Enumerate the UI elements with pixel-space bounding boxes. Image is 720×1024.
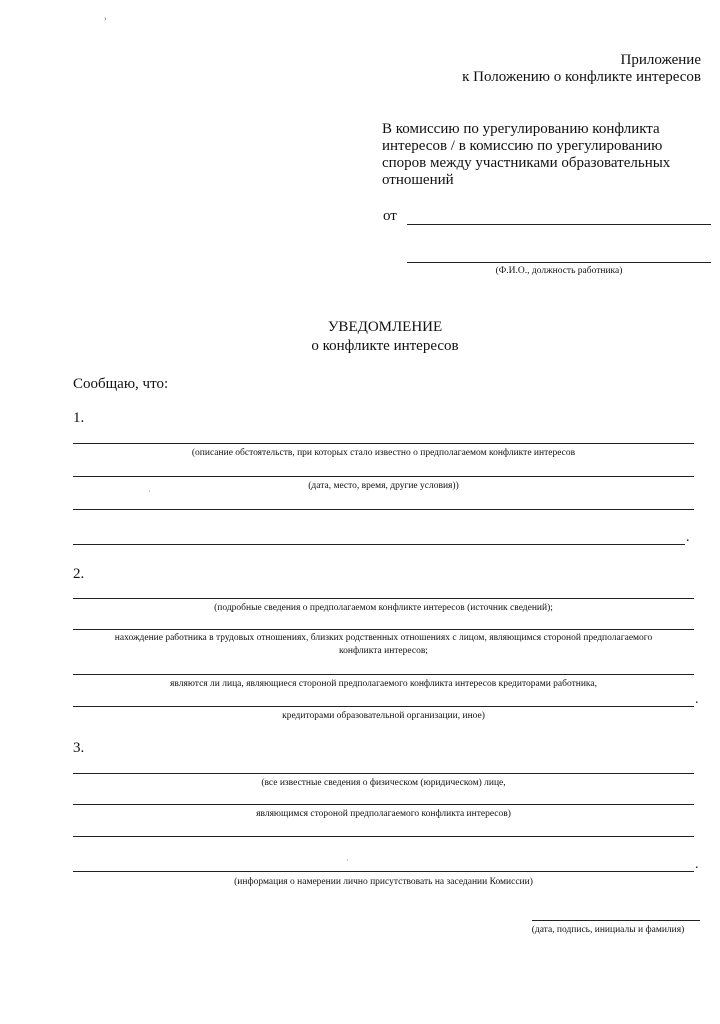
section-3-line-1[interactable] — [73, 773, 694, 774]
section-1-line-3[interactable] — [73, 509, 694, 510]
scan-speck: · — [346, 856, 349, 865]
addressee-line-3: споров между участниками образовательных — [382, 155, 671, 171]
section-2-caption-2: нахождение работника в трудовых отношениях, близких родственных отношениях с лицом, являющимся стороной предполагаемого — [114, 633, 653, 643]
section-1-caption-2: (дата, место, время, другие условия)) — [308, 481, 459, 491]
scan-speck: · — [148, 487, 151, 496]
section-1-end-mark: . — [686, 530, 690, 545]
section-2-caption-5: кредиторами образовательной организации, иное) — [282, 711, 485, 721]
intro-text: Сообщаю, что: — [73, 376, 169, 392]
document-title: УВЕДОМЛЕНИЕ — [327, 319, 443, 335]
appendix-reference: к Положению о конфликте интересов — [462, 69, 701, 85]
section-2-caption-1: (подробные сведения о предполагаемом конфликте интересов (источник сведений); — [214, 603, 553, 613]
section-2-end-mark: . — [695, 692, 699, 707]
section-3-number: 3. — [73, 740, 85, 756]
section-2-line-4[interactable] — [73, 706, 694, 707]
section-2-line-1[interactable] — [73, 598, 694, 599]
signature-caption: (дата, подпись, инициалы и фамилия) — [531, 925, 685, 935]
from-caption: (Ф.И.О., должность работника) — [495, 266, 623, 276]
section-3-line-2[interactable] — [73, 804, 694, 805]
from-name-line[interactable] — [407, 224, 711, 225]
section-3-caption-1: (все известные сведения о физическом (юридическом) лице, — [261, 778, 506, 788]
section-2-number: 2. — [73, 566, 85, 582]
section-3-end-mark: . — [695, 857, 699, 872]
appendix-label: Приложение — [620, 52, 701, 68]
section-1-line-4[interactable] — [73, 544, 685, 545]
section-1-number: 1. — [73, 410, 85, 426]
section-2-caption-4: являются ли лица, являющиеся стороной предполагаемого конфликта интересов кредиторами работника, — [170, 679, 597, 689]
section-3-caption-3: (информация о намерении лично присутствовать на заседании Комиссии) — [234, 877, 533, 887]
addressee-line-1: В комиссию по урегулированию конфликта — [382, 121, 660, 137]
scan-speck: › — [104, 14, 107, 23]
addressee-line-4: отношений — [382, 172, 454, 188]
section-1-line-1[interactable] — [73, 443, 694, 444]
section-3-line-4[interactable] — [73, 871, 694, 872]
addressee-line-2: интересов / в комиссию по урегулированию — [382, 138, 663, 154]
signature-line[interactable] — [532, 920, 700, 921]
section-2-line-2[interactable] — [73, 629, 694, 630]
section-1-line-2[interactable] — [73, 476, 694, 477]
document-subtitle: о конфликте интересов — [311, 338, 459, 354]
section-2-caption-3: конфликта интересов; — [339, 646, 428, 656]
section-2-line-3[interactable] — [73, 674, 694, 675]
from-position-line[interactable] — [407, 262, 711, 263]
from-label: от — [383, 208, 397, 224]
section-1-caption-1: (описание обстоятельств, при которых стало известно о предполагаемом конфликте интересов — [191, 448, 576, 458]
section-3-caption-2: являющимся стороной предполагаемого конфликта интересов) — [256, 809, 511, 819]
section-3-line-3[interactable] — [73, 836, 694, 837]
